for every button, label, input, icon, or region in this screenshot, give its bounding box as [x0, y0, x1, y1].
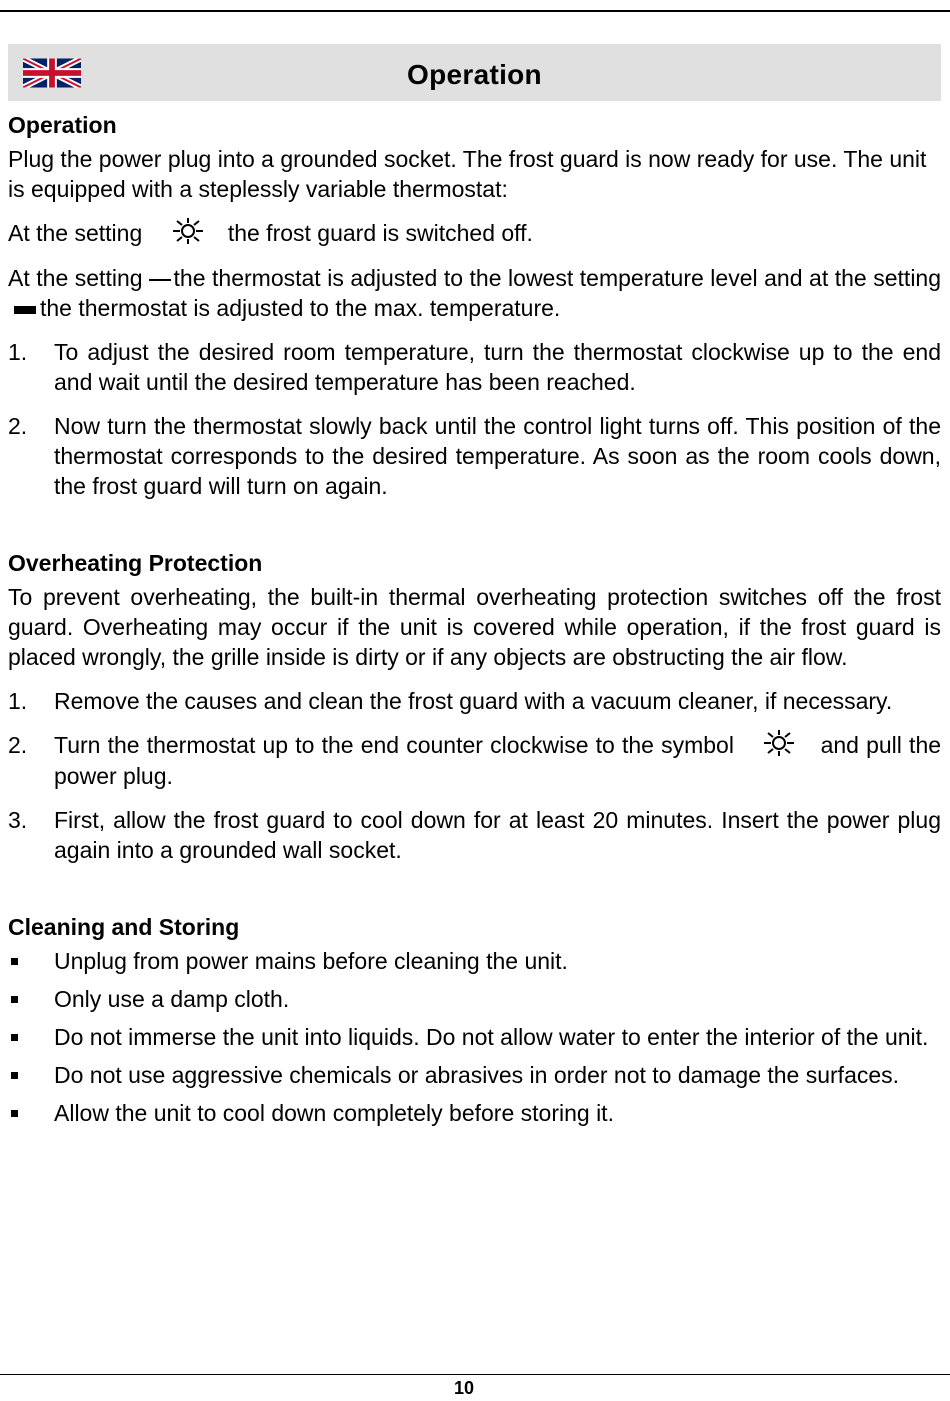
bullet-text: Unplug from power mains before cleaning the unit. — [54, 947, 568, 974]
overheating-steps — [8, 686, 941, 865]
list-item — [8, 730, 941, 791]
bullet-icon — [11, 958, 18, 965]
section-header — [8, 44, 941, 101]
setting-low-text: the thermostat is adjusted to the lowest temperature level and at the setting — [173, 264, 942, 291]
cleaning-heading: Cleaning and Storing — [8, 913, 240, 940]
step-number: 3. — [8, 806, 28, 833]
bullet-icon — [11, 996, 18, 1003]
step-text: Now turn the thermostat slowly back until the control light turns off. This position of the thermostat corresponds to the desired temperature. As soon as the room cools down, the frost guard will turn on again. — [54, 412, 941, 499]
operation-intro: Plug the power plug into a grounded socket. The frost guard is now ready for use. The unit is equipped with a steplessly variable thermostat: — [8, 146, 927, 202]
step-text: First, allow the frost guard to cool down for at least 20 minutes. Insert the power plug again into a grounded wall socket. — [54, 806, 941, 863]
step-text: Remove the causes and clean the frost guard with a vacuum cleaner, if necessary. — [54, 687, 893, 714]
frost-symbol-icon — [171, 217, 205, 245]
footer-rule — [0, 1374, 950, 1375]
list-item — [8, 805, 941, 865]
bullet-text: Do not use aggressive chemicals or abrasives in order not to damage the surfaces. — [54, 1061, 900, 1088]
overheating-heading: Overheating Protection — [8, 549, 263, 576]
setting-range-paragraph — [8, 263, 941, 323]
step-number: 2. — [8, 412, 28, 439]
bullet-icon — [11, 1034, 18, 1041]
step-number: 1. — [8, 338, 28, 365]
list-item — [8, 411, 941, 501]
list-item — [8, 337, 941, 397]
top-rule — [0, 10, 950, 12]
setting-low-prefix: At the setting — [8, 264, 143, 291]
operation-heading: Operation — [8, 112, 117, 138]
list-item — [8, 1060, 941, 1090]
list-item — [8, 946, 941, 976]
step-number: 2. — [8, 731, 28, 758]
step-number: 1. — [8, 687, 28, 714]
list-item — [8, 686, 941, 716]
list-item — [8, 984, 941, 1014]
bullet-text: Allow the unit to cool down completely before storing it. — [54, 1099, 614, 1126]
bullet-icon — [11, 1110, 18, 1117]
main-content — [8, 108, 941, 1128]
step-text: To adjust the desired room temperature, turn the thermostat clockwise up to the end and wait until the desired temperature has been reached. — [54, 338, 941, 395]
minimum-setting-symbol-icon — [149, 279, 171, 281]
cleaning-list — [8, 946, 941, 1128]
bullet-icon — [11, 1072, 18, 1079]
list-item — [8, 1098, 941, 1128]
setting-max-text: the thermostat is adjusted to the max. temperature. — [40, 294, 561, 321]
step-text: and pull the power plug. — [54, 731, 942, 789]
step-text: Turn the thermostat up to the end counter clockwise to the symbol — [54, 731, 734, 758]
frost-symbol-icon — [762, 729, 796, 757]
page-title: Operation — [407, 59, 542, 90]
setting-off-prefix: At the setting — [8, 220, 143, 246]
setting-off-line — [8, 218, 941, 249]
operation-steps — [8, 337, 941, 501]
bullet-text: Do not immerse the unit into liquids. Do not allow water to enter the interior of the unit. — [54, 1023, 929, 1050]
list-item — [8, 1022, 941, 1052]
bullet-text: Only use a damp cloth. — [54, 985, 290, 1012]
overheating-intro: To prevent overheating, the built-in thermal overheating protection switches off the frost guard. Overheating may occur if the unit is covered while operation, if the frost guard is placed wrongly, the grille inside is dirty or if any objects are obstructing the air flow. — [8, 583, 941, 670]
maximum-setting-symbol-icon — [14, 306, 36, 314]
page-number: 10 — [453, 1378, 475, 1398]
setting-off-suffix: the frost guard is switched off. — [227, 220, 533, 246]
